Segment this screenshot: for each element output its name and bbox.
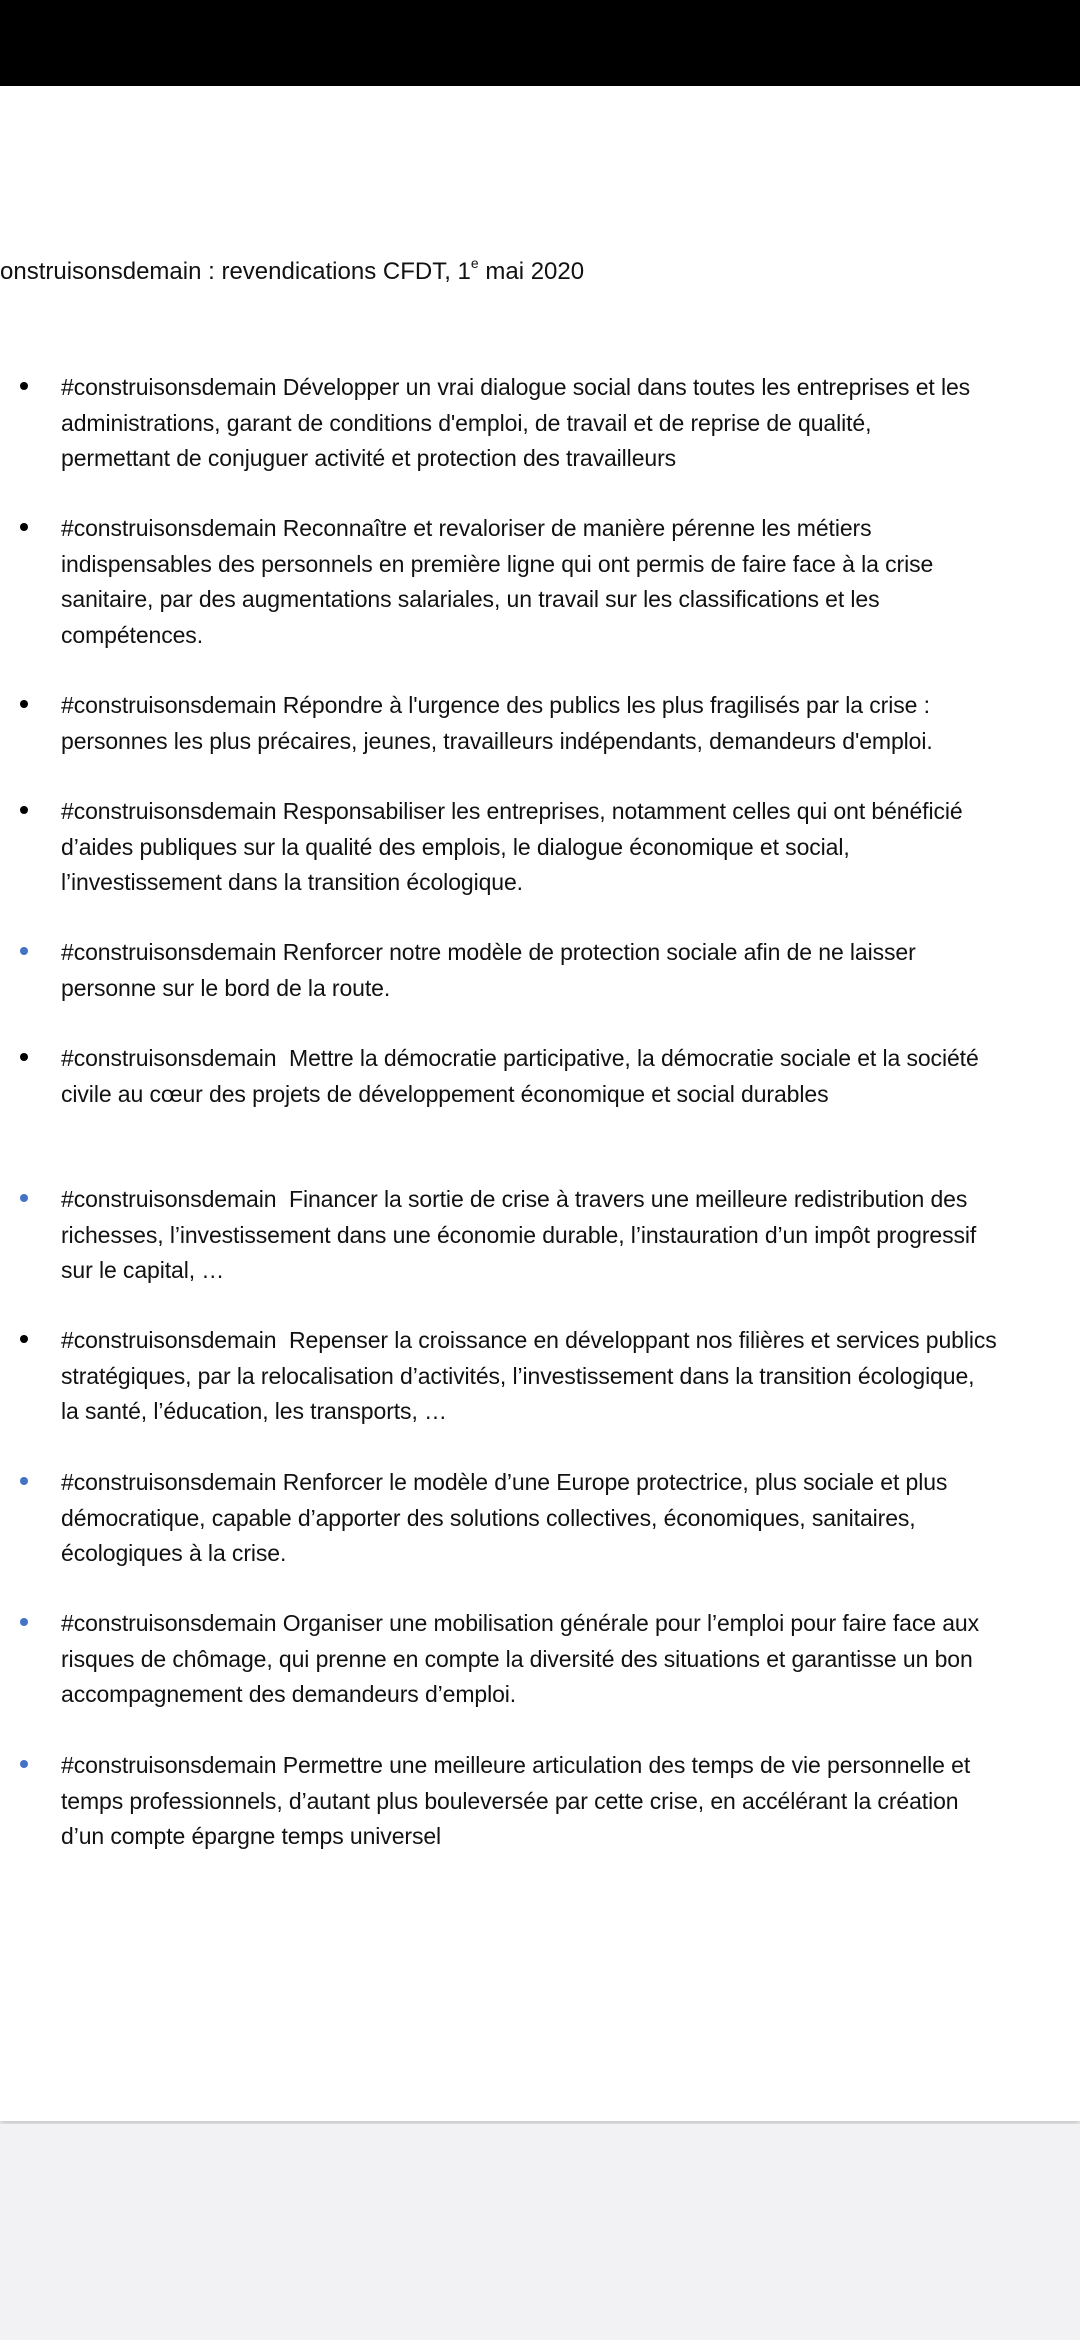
status-bar: [0, 0, 1080, 86]
bullet-icon: [20, 1335, 28, 1343]
list-item-text: #construisonsdemain Répondre à l'urgence des publics les plus fragilisés par la crise : personnes les plus précaires, jeunes, travailleurs indépendants, demandeurs d'emploi.: [61, 692, 933, 754]
bullet-icon: [20, 1760, 28, 1768]
bullet-icon: [20, 1053, 28, 1061]
list-item-text: #construisonsdemain Responsabiliser les entreprises, notamment celles qui ont bénéficié d’aides publiques sur la qualité des emplois, le dialogue économique et social, l’investissement dans la transition écologique.: [61, 798, 963, 895]
list-item-text: #construisonsdemain Développer un vrai dialogue social dans toutes les entreprises et les administrations, garant de conditions d'emploi, de travail et de reprise de qualité, permettant de conjuguer activité et protection des travailleurs: [61, 374, 971, 471]
document-page[interactable]: [0, 86, 1080, 2121]
list-item-text: #construisonsdemain Renforcer notre modèle de protection sociale afin de ne laisser personne sur le bord de la route.: [61, 939, 916, 1001]
document-title-superscript: e: [470, 255, 479, 271]
bullet-icon: [20, 523, 28, 531]
document-title-suffix: mai 2020: [478, 258, 585, 285]
list-item-text: #construisonsdemain Renforcer le modèle d’une Europe protectrice, plus sociale et plus démocratique, capable d’apporter des solutions collectives, économiques, sanitaires, écologiques à la crise.: [61, 1469, 948, 1566]
bullet-icon: [20, 382, 28, 390]
bullet-icon: [20, 806, 28, 814]
list-item-text: #construisonsdemain Permettre une meilleure articulation des temps de vie personnelle et temps professionnels, d’autant plus bouleversée par cette crise, en accélérant la création d’un compte épargne temps universel: [61, 1752, 971, 1849]
list-item-text: #construisonsdemain Financer la sortie de crise à travers une meilleure redistribution des richesses, l’investissement dans une économie durable, l’instauration d’un impôt progressif sur le capital, …: [61, 1186, 977, 1283]
document-title-prefix: onstruisonsdemain : revendications CFDT, 1: [0, 258, 471, 285]
viewer-background: [0, 2124, 1080, 2340]
bullet-icon: [20, 947, 28, 955]
bullet-icon: [20, 1477, 28, 1485]
list-item-text: #construisonsdemain Organiser une mobilisation générale pour l’emploi pour faire face aux risques de chômage, qui prenne en compte la diversité des situations et garantisse un bon accompagnement des demandeurs d’emploi.: [61, 1610, 980, 1707]
list-item-text: #construisonsdemain Repenser la croissance en développant nos filières et services publics stratégiques, par la relocalisation d’activités, l’investissement dans la transition écologique, la santé, l’éducation, les transports, …: [61, 1327, 997, 1424]
bullet-icon: [20, 700, 28, 708]
list-item-text: #construisonsdemain Mettre la démocratie participative, la démocratie sociale et la société civile au cœur des projets de développement économique et social durables: [61, 1045, 979, 1107]
bullet-icon: [20, 1618, 28, 1626]
bullet-icon: [20, 1194, 28, 1202]
list-item-text: #construisonsdemain Reconnaître et revaloriser de manière pérenne les métiers indispensables des personnels en première ligne qui ont permis de faire face à la crise sanitaire, par des augmentations salariales, un travail sur les classifications et les compétences.: [61, 515, 934, 648]
document-title: [0, 255, 585, 286]
